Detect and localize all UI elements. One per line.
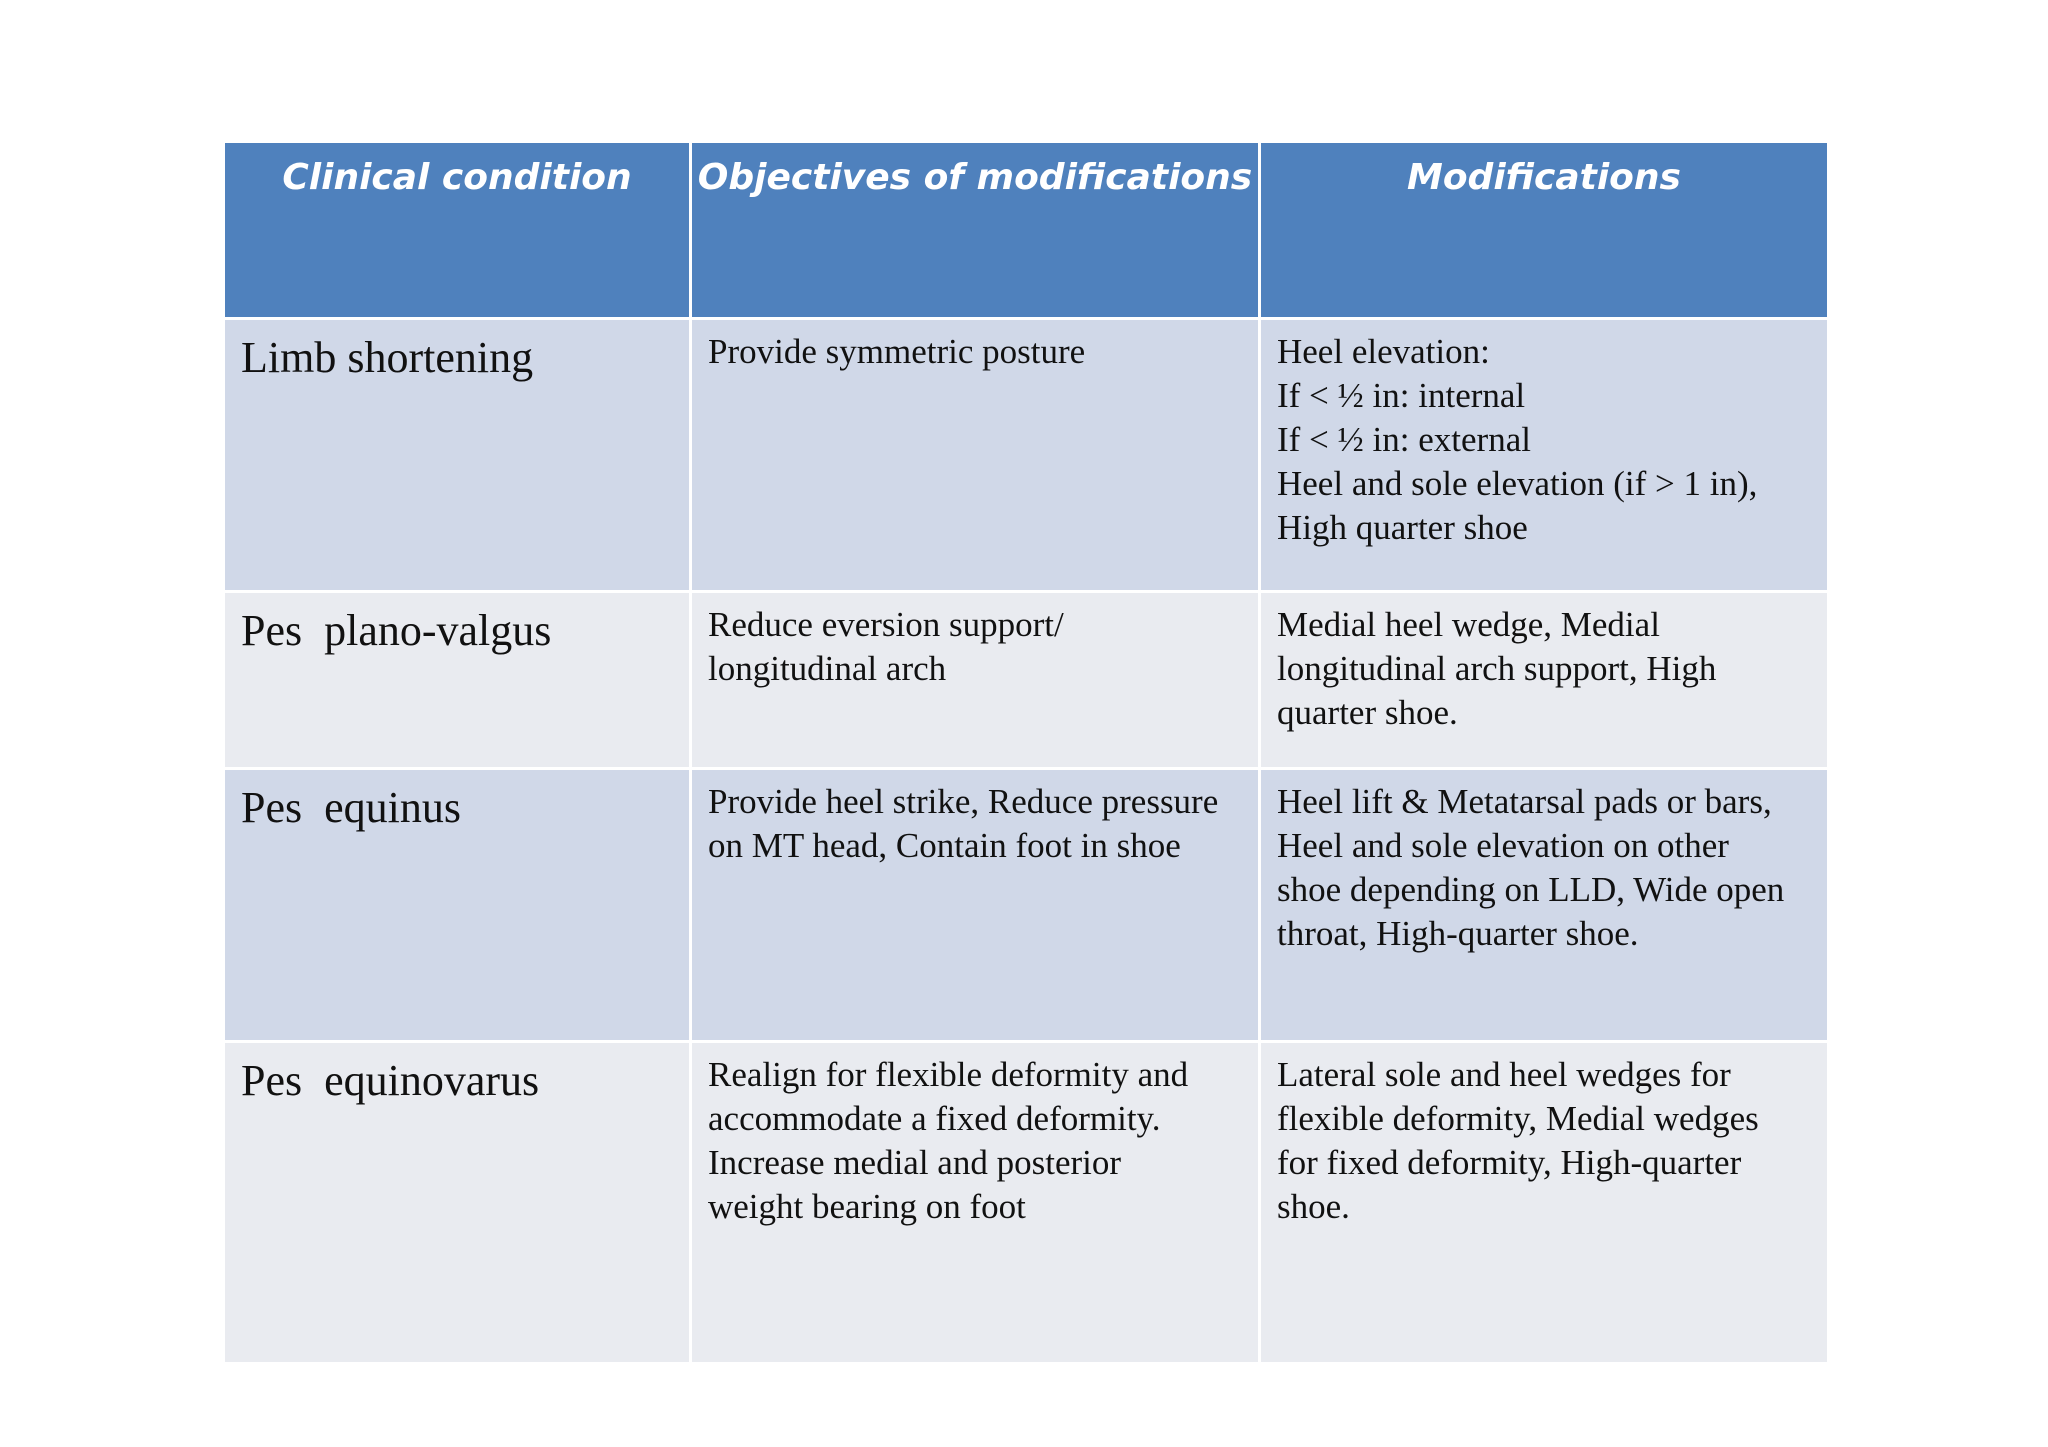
modifications-cell [1260,769,1829,1042]
table-row [224,319,1829,592]
modifications-line: Heel elevation: [1277,332,1490,371]
objectives-line: Provide heel strike, Reduce pressure [708,782,1219,821]
modifications-cell [1260,592,1829,769]
header-objectives: Objectives of modifications [691,142,1260,319]
modifications-line: quarter shoe. [1277,693,1458,732]
table-row [224,592,1829,769]
modifications-line: If < ½ in: external [1277,420,1531,459]
modifications-line: High quarter shoe [1277,508,1528,547]
table-row [224,1042,1829,1364]
modifications-cell [1260,319,1829,592]
condition-cell: Pes plano-valgus [224,592,691,769]
modifications-line: Heel lift & Metatarsal pads or bars, [1277,782,1772,821]
modifications-line: for fixed deformity, High-quarter [1277,1143,1742,1182]
modifications-line: shoe. [1277,1187,1350,1226]
condition-cell: Pes equinus [224,769,691,1042]
header-row [224,142,1829,319]
modifications-line: Heel and sole elevation on other [1277,826,1729,865]
objectives-cell [691,1042,1260,1364]
modifications-line: Heel and sole elevation (if > 1 in), [1277,464,1758,503]
objectives-line: Reduce eversion support/ [708,605,1064,644]
modifications-line: Lateral sole and heel wedges for [1277,1055,1731,1094]
objectives-line: weight bearing on foot [708,1187,1026,1226]
objectives-line: Increase medial and posterior [708,1143,1122,1182]
table-row [224,769,1829,1042]
modifications-line: If < ½ in: internal [1277,376,1526,415]
conditions-table [222,140,1830,1365]
modifications-line: Medial heel wedge, Medial [1277,605,1660,644]
modifications-cell [1260,1042,1829,1364]
objectives-line: Provide symmetric posture [708,332,1086,371]
modifications-line: shoe depending on LLD, Wide open [1277,870,1785,909]
modifications-line: longitudinal arch support, High [1277,649,1717,688]
objectives-line: on MT head, Contain foot in shoe [708,826,1181,865]
objectives-cell [691,319,1260,592]
objectives-line: accommodate a fixed deformity. [708,1099,1161,1138]
header-modifications: Modifications [1260,142,1829,319]
objectives-cell [691,592,1260,769]
header-clinical-condition: Clinical condition [224,142,691,319]
objectives-cell [691,769,1260,1042]
condition-cell: Pes equinovarus [224,1042,691,1364]
modifications-line: flexible deformity, Medial wedges [1277,1099,1759,1138]
objectives-line: longitudinal arch [708,649,947,688]
objectives-line: Realign for flexible deformity and [708,1055,1189,1094]
modifications-line: throat, High-quarter shoe. [1277,914,1639,953]
condition-cell: Limb shortening [224,319,691,592]
